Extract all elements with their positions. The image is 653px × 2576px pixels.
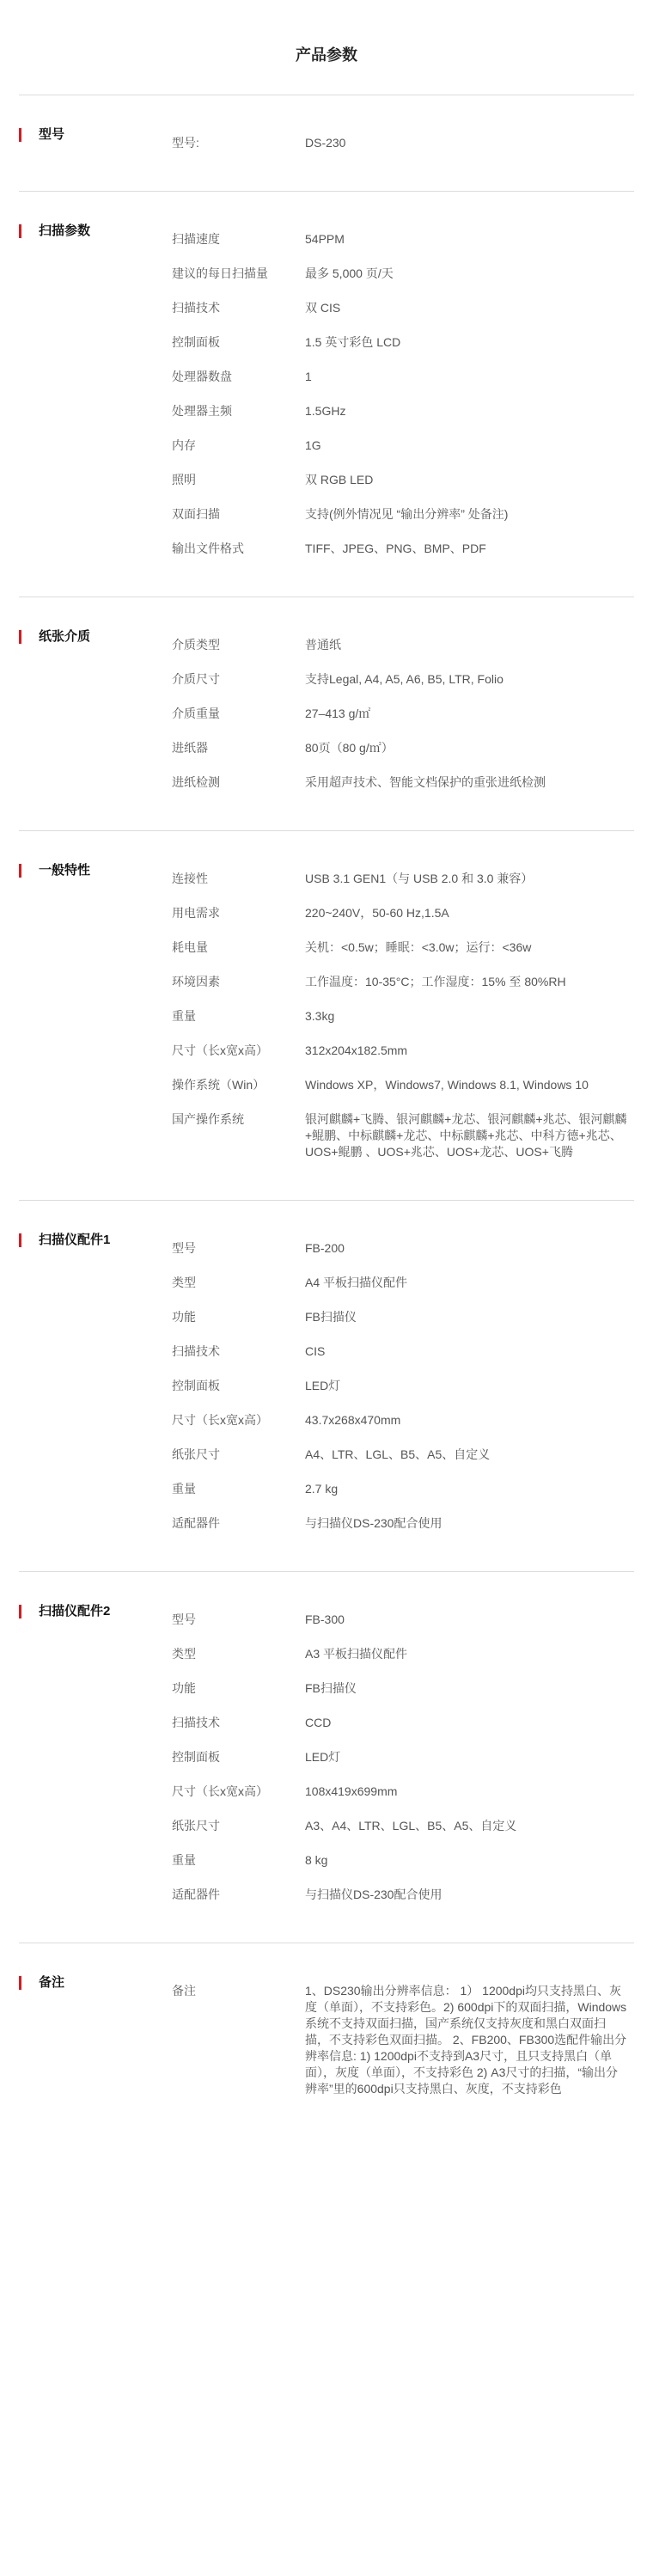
spec-value: FB扫描仪 <box>305 1681 357 1695</box>
spec-value: A3、A4、LTR、LGL、B5、A5、自定义 <box>305 1819 517 1833</box>
spec-key: 尺寸（长x宽x高） <box>172 1043 268 1057</box>
spec-key: 尺寸（长x宽x高） <box>172 1413 268 1427</box>
spec-key: 功能 <box>172 1681 196 1695</box>
spec-row <box>172 266 634 282</box>
spec-value: 27–413 g/㎡ <box>305 707 371 720</box>
spec-key: 内存 <box>172 438 196 452</box>
spec-row <box>172 231 634 248</box>
spec-value: 工作温度：10-35°C；工作湿度：15% 至 80%RH <box>305 975 566 988</box>
spec-key: 控制面板 <box>172 1750 220 1764</box>
spec-value: FB-300 <box>305 1612 345 1626</box>
spec-row <box>172 1378 634 1394</box>
spec-value: 220~240V，50-60 Hz,1.5A <box>305 906 449 920</box>
spec-key: 介质类型 <box>172 638 220 652</box>
spec-key: 操作系统（Win） <box>172 1078 265 1092</box>
section-title: 备注 <box>19 1976 64 1990</box>
spec-value: 与扫描仪DS-230配合使用 <box>305 1888 442 1901</box>
spec-value: DS-230 <box>305 136 346 150</box>
section-title: 扫描仪配件2 <box>19 1605 110 1618</box>
spec-key: 介质重量 <box>172 707 220 720</box>
spec-key: 类型 <box>172 1647 196 1661</box>
spec-row <box>172 1240 634 1257</box>
spec-row <box>172 437 634 454</box>
spec-value: LED灯 <box>305 1750 341 1764</box>
spec-key: 尺寸（长x宽x高） <box>172 1784 268 1798</box>
spec-rows <box>172 1983 634 2097</box>
spec-row <box>172 1715 634 1731</box>
spec-row <box>172 974 634 990</box>
spec-row <box>172 1077 634 1093</box>
spec-row <box>172 1447 634 1463</box>
spec-rows <box>172 135 634 151</box>
spec-key: 介质尺寸 <box>172 672 220 686</box>
spec-row <box>172 369 634 385</box>
spec-row <box>172 637 634 653</box>
spec-key: 输出文件格式 <box>172 542 244 555</box>
spec-value: 最多 5,000 页/天 <box>305 266 394 280</box>
spec-value: 1、DS230输出分辨率信息： 1） 1200dpi均只支持黑白、灰度（单面），不支持彩色。2) 600dpi下的双面扫描，Windows系统不支持双面扫描，国产系统仅支持灰度和黑白双面扫描，不支持彩色双面扫描。 2、FB200、FB300选配件输出分辨率信息: 1) 1200dpi不支持到A3尺寸，且只支持黑白（单面），灰度（单面），不支持彩色 2) A3尺寸的扫描，“输出分辨率”里的600dpi只支持黑白、灰度，不支持彩色 <box>305 1984 627 2096</box>
spec-row <box>172 1887 634 1903</box>
spec-row <box>172 905 634 921</box>
spec-row <box>172 1680 634 1697</box>
spec-key: 处理器数盘 <box>172 370 232 383</box>
spec-key: 型号: <box>172 136 199 150</box>
spec-row <box>172 1275 634 1291</box>
spec-value: 与扫描仪DS-230配合使用 <box>305 1516 442 1530</box>
spec-row <box>172 1612 634 1628</box>
spec-value: A4 平板扫描仪配件 <box>305 1276 408 1289</box>
spec-rows <box>172 637 634 791</box>
spec-key: 类型 <box>172 1276 196 1289</box>
spec-row <box>172 1343 634 1360</box>
spec-row <box>172 706 634 722</box>
spec-value: 银河麒麟+飞腾、银河麒麟+龙芯、银河麒麟+兆芯、银河麒麟+鲲鹏、中标麒麟+龙芯、中标麒麟+兆芯、中科方德+兆芯、UOS+鲲鹏 、UOS+兆芯、UOS+龙芯、UOS+飞腾 <box>305 1112 627 1159</box>
section-title: 一般特性 <box>19 864 90 878</box>
spec-value: TIFF、JPEG、PNG、BMP、PDF <box>305 542 486 555</box>
spec-row <box>172 1818 634 1834</box>
spec-rows <box>172 1240 634 1532</box>
spec-section <box>19 95 634 192</box>
spec-key: 重量 <box>172 1482 196 1496</box>
spec-value: 312x204x182.5mm <box>305 1043 408 1057</box>
spec-row <box>172 1008 634 1025</box>
spec-row <box>172 403 634 419</box>
spec-value: 1.5 英寸彩色 LCD <box>305 335 401 349</box>
spec-key: 重量 <box>172 1853 196 1867</box>
spec-section <box>19 192 634 597</box>
spec-key: 控制面板 <box>172 335 220 349</box>
section-title: 扫描仪配件1 <box>19 1233 110 1247</box>
spec-key: 型号 <box>172 1241 196 1255</box>
spec-sections <box>0 95 653 2137</box>
spec-key: 照明 <box>172 473 196 486</box>
spec-row <box>172 774 634 791</box>
spec-value: 普通纸 <box>305 638 341 652</box>
section-title: 型号 <box>19 128 64 142</box>
spec-value: 双 CIS <box>305 301 341 315</box>
spec-row <box>172 334 634 351</box>
spec-value: 采用超声技术、智能文档保护的重张进纸检测 <box>305 775 546 789</box>
spec-section <box>19 1572 634 1943</box>
spec-row <box>172 871 634 887</box>
spec-row <box>172 671 634 688</box>
spec-value: FB扫描仪 <box>305 1310 357 1324</box>
spec-row <box>172 1784 634 1800</box>
spec-key: 扫描速度 <box>172 232 220 246</box>
spec-value: A4、LTR、LGL、B5、A5、自定义 <box>305 1447 491 1461</box>
spec-row <box>172 1646 634 1662</box>
spec-rows <box>172 231 634 557</box>
spec-value: LED灯 <box>305 1379 341 1392</box>
spec-row <box>172 1481 634 1497</box>
spec-row <box>172 1983 634 2097</box>
spec-key: 耗电量 <box>172 940 208 954</box>
spec-value: 8 kg <box>305 1853 328 1867</box>
spec-key: 重量 <box>172 1009 196 1023</box>
spec-key: 扫描技术 <box>172 1344 220 1358</box>
section-title: 纸张介质 <box>19 630 90 644</box>
spec-key: 连接性 <box>172 872 208 885</box>
spec-rows <box>172 1612 634 1903</box>
spec-row <box>172 541 634 557</box>
spec-row <box>172 1043 634 1059</box>
spec-value: 1.5GHz <box>305 404 346 418</box>
spec-key: 备注 <box>172 1984 196 1998</box>
spec-key: 进纸检测 <box>172 775 220 789</box>
spec-key: 适配器件 <box>172 1888 220 1901</box>
spec-row <box>172 1852 634 1869</box>
spec-section <box>19 597 634 831</box>
spec-key: 建议的每日扫描量 <box>172 266 268 280</box>
spec-key: 环境因素 <box>172 975 220 988</box>
spec-row <box>172 300 634 316</box>
spec-value: 54PPM <box>305 232 345 246</box>
spec-value: FB-200 <box>305 1241 345 1255</box>
spec-section <box>19 1201 634 1572</box>
spec-row <box>172 1111 634 1160</box>
spec-value: 2.7 kg <box>305 1482 339 1496</box>
spec-row <box>172 506 634 523</box>
spec-row <box>172 1749 634 1765</box>
spec-key: 纸张尺寸 <box>172 1447 220 1461</box>
spec-row <box>172 1412 634 1429</box>
spec-rows <box>172 871 634 1160</box>
spec-value: CCD <box>305 1716 332 1729</box>
spec-key: 进纸器 <box>172 741 208 755</box>
spec-key: 用电需求 <box>172 906 220 920</box>
spec-value: 支持(例外情况见 “输出分辨率” 处备注) <box>305 507 509 521</box>
spec-value: 1G <box>305 438 321 452</box>
spec-value: A3 平板扫描仪配件 <box>305 1647 408 1661</box>
spec-row <box>172 740 634 756</box>
spec-value: 1 <box>305 370 312 383</box>
section-title: 扫描参数 <box>19 224 90 238</box>
spec-value: 108x419x699mm <box>305 1784 398 1798</box>
spec-row <box>172 939 634 956</box>
page-title: 产品参数 <box>296 46 357 64</box>
spec-value: CIS <box>305 1344 326 1358</box>
spec-row <box>172 1515 634 1532</box>
spec-key: 扫描技术 <box>172 301 220 315</box>
spec-value: Windows XP，Windows7, Windows 8.1, Windows 10 <box>305 1078 589 1092</box>
spec-key: 型号 <box>172 1612 196 1626</box>
spec-value: 3.3kg <box>305 1009 335 1023</box>
spec-value: 双 RGB LED <box>305 473 374 486</box>
spec-value: USB 3.1 GEN1（与 USB 2.0 和 3.0 兼容） <box>305 872 534 885</box>
spec-section <box>19 1943 634 2137</box>
spec-key: 扫描技术 <box>172 1716 220 1729</box>
spec-key: 适配器件 <box>172 1516 220 1530</box>
spec-section <box>19 831 634 1201</box>
spec-key: 双面扫描 <box>172 507 220 521</box>
spec-value: 43.7x268x470mm <box>305 1413 401 1427</box>
spec-row <box>172 135 634 151</box>
spec-key: 控制面板 <box>172 1379 220 1392</box>
spec-row <box>172 472 634 488</box>
spec-value: 80页（80 g/㎡） <box>305 741 394 755</box>
spec-key: 纸张尺寸 <box>172 1819 220 1833</box>
spec-key: 国产操作系统 <box>172 1112 244 1126</box>
spec-value: 支持Legal, A4, A5, A6, B5, LTR, Folio <box>305 672 503 686</box>
spec-key: 功能 <box>172 1310 196 1324</box>
spec-value: 关机：<0.5w；睡眠：<3.0w；运行：<36w <box>305 940 532 954</box>
spec-row <box>172 1309 634 1325</box>
spec-key: 处理器主频 <box>172 404 232 418</box>
